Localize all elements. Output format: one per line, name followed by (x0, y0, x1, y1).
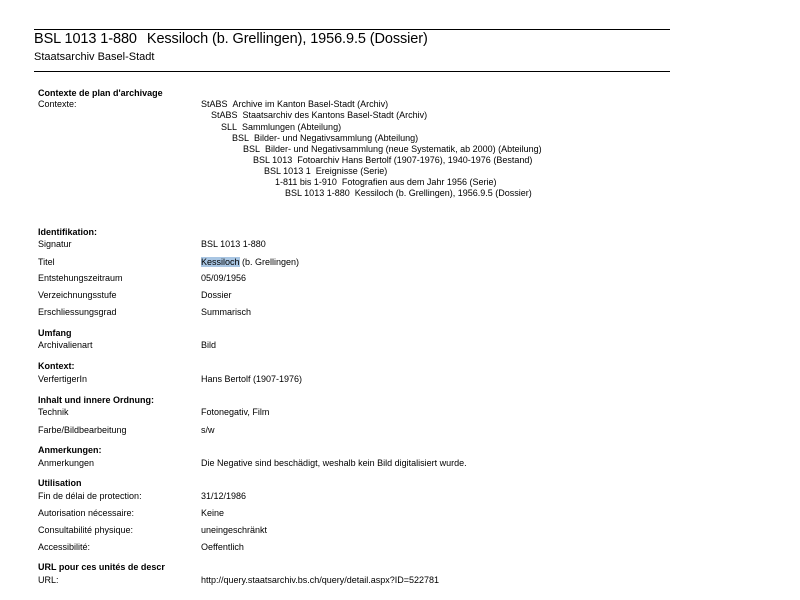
access-value: Oeffentlich (201, 542, 244, 552)
stufe-label: Verzeichnungsstufe (38, 290, 117, 300)
title-signature: BSL 1013 1-880 (34, 31, 137, 47)
signatur-label: Signatur (38, 239, 72, 249)
fin-label: Fin de délai de protection: (38, 491, 142, 501)
context-level-5: BSL Bilder- und Negativsammlung (neue Systematik, ab 2000) (Abteilung) (243, 144, 542, 154)
context-level-7: BSL 1013 1 Ereignisse (Serie) (264, 166, 388, 176)
context-level-3: SLL Sammlungen (Abteilung) (221, 122, 342, 132)
inhalt-heading: Inhalt und innere Ordnung: (38, 395, 154, 405)
grad-value: Summarisch (201, 307, 252, 317)
archive-name: Staatsarchiv Basel-Stadt (34, 51, 155, 63)
access-label: Accessibilité: (38, 542, 91, 552)
context-level-4: BSL Bilder- und Negativsammlung (Abteilung) (232, 133, 419, 143)
title-text: Kessiloch (b. Grellingen), 1956.9.5 (Dossier) (146, 31, 428, 47)
archivalienart-value: Bild (201, 340, 217, 350)
document-title (34, 31, 428, 47)
context-level-8: 1-811 bis 1-910 Fotografien aus dem Jahr 1956 (Serie) (275, 177, 497, 187)
stufe-value: Dossier (201, 290, 232, 300)
utilisation-heading: Utilisation (38, 478, 82, 488)
context-level-9: BSL 1013 1-880 Kessiloch (b. Grellingen), 1956.9.5 (Dossier) (285, 188, 532, 198)
url-heading: URL pour ces unités de descr (38, 562, 165, 572)
url-value[interactable]: http://query.staatsarchiv.bs.ch/query/detail.aspx?ID=522781 (201, 575, 440, 585)
url-label: URL: (38, 575, 59, 585)
technik-label: Technik (38, 407, 69, 417)
zeitraum-value: 05/09/1956 (201, 273, 247, 283)
context-label: Contexte: (38, 99, 77, 109)
autorisation-value: Keine (201, 508, 225, 518)
zeitraum-label: Entstehungszeitraum (38, 273, 123, 283)
umfang-heading: Umfang (38, 328, 72, 338)
anmerkungen-heading: Anmerkungen: (38, 445, 102, 455)
autorisation-label: Autorisation nécessaire: (38, 508, 135, 518)
top-rule (34, 29, 670, 30)
titel-label: Titel (38, 257, 55, 267)
context-level-2: StABS Staatsarchiv des Kantons Basel-Stadt (Archiv) (211, 110, 428, 120)
technik-value: Fotonegativ, Film (201, 407, 270, 417)
archivalienart-label: Archivalienart (38, 340, 93, 350)
farbe-value: s/w (201, 425, 215, 435)
signatur-value: BSL 1013 1-880 (201, 239, 266, 249)
fin-value: 31/12/1986 (201, 491, 247, 501)
farbe-label: Farbe/Bildbearbeitung (38, 425, 127, 435)
context-level-1: StABS Archive im Kanton Basel-Stadt (Archiv) (201, 99, 389, 109)
header-bottom-rule (34, 71, 670, 72)
anmerkungen-label: Anmerkungen (38, 458, 95, 468)
grad-label: Erschliessungsgrad (38, 307, 117, 317)
titel-value (201, 257, 299, 268)
context-level-6: BSL 1013 Fotoarchiv Hans Bertolf (1907-1976), 1940-1976 (Bestand) (253, 155, 533, 165)
consult-value: uneingeschränkt (201, 525, 268, 535)
titel-rest: (b. Grellingen) (239, 257, 300, 267)
consult-label: Consultabilité physique: (38, 525, 134, 535)
identifikation-heading: Identifikation: (38, 227, 97, 237)
verfertiger-label: VerfertigerIn (38, 374, 88, 384)
kontext-heading: Kontext: (38, 361, 75, 371)
titel-highlight: Kessiloch (201, 257, 240, 267)
verfertiger-value: Hans Bertolf (1907-1976) (201, 374, 303, 384)
context-heading: Contexte de plan d'archivage (38, 88, 163, 98)
anmerkungen-value: Die Negative sind beschädigt, weshalb kein Bild digitalisiert wurde. (201, 458, 467, 468)
